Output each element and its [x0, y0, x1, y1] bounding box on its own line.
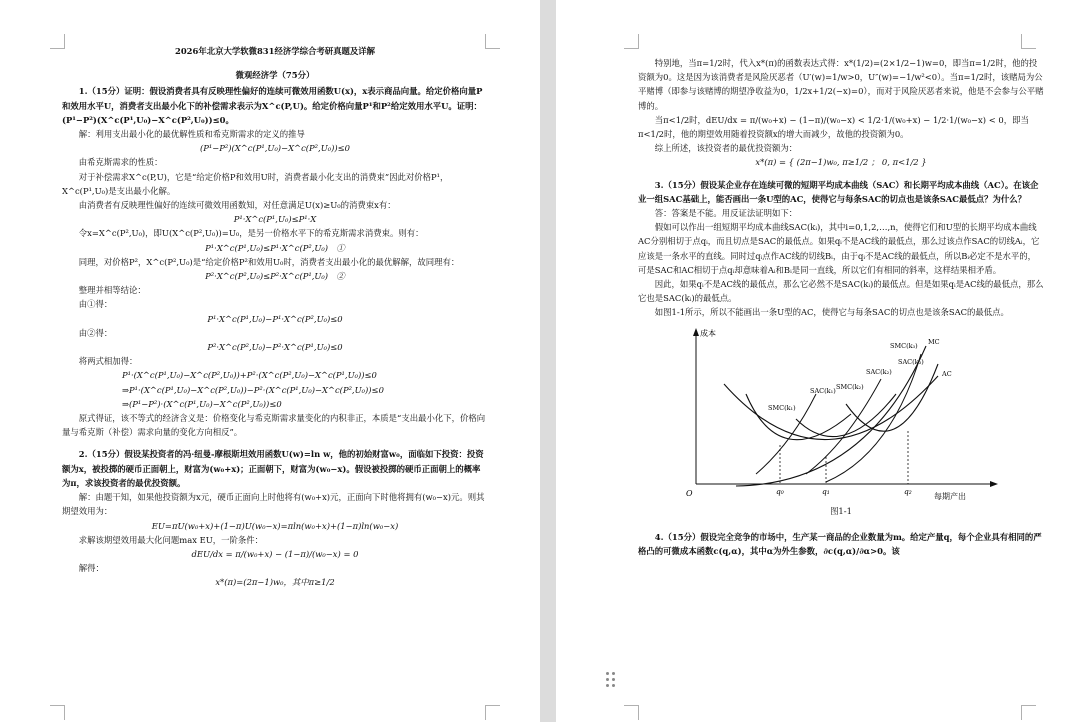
crop-mark	[50, 705, 65, 720]
label-sac-k3: SAC(k₃)	[898, 357, 924, 366]
question-text: 3.（15分）假设某企业存在连续可微的短期平均成本曲线（SAC）和长期平均成本曲线（AC）。在该企业一组SAC基础上，能否画出一条U型的AC，使得它与每条SAC的切点也是该条SAC最低点？为什么？	[638, 179, 1039, 204]
crop-mark	[624, 705, 639, 720]
right-page-content	[638, 56, 1044, 558]
label-sac-k1: SAC(k₁)	[810, 386, 836, 395]
paragraph: 答：答案是不能。用反证法证明如下：	[654, 208, 798, 219]
paragraph: 整理并相等结论：	[78, 285, 146, 296]
y-axis-arrow	[693, 328, 699, 336]
label-smc-k3: SMC(k₃)	[890, 341, 918, 350]
left-text-body	[62, 84, 488, 589]
paragraph: 特别地，当π=1/2时，代入x*(π)的函数表达式得：x*(1/2)=(2×1/2−1)w=0，即当π=1/2时，他的投资额为0。这是因为该消费者是风险厌恶者（U′(w)=1/w>0，U″(w)=−1/w²<0）。当π=1/2时，该赌局为公平赌博（即参与该赌博的期望净收益为0，1/2x+1/2(−x)=0），而对于风险厌恶者来说，他是不会参与公平赌博的。	[638, 58, 1044, 111]
equation: P¹·X^c(P¹,U₀)−P¹·X^c(P²,U₀)≤0	[207, 313, 343, 324]
paragraph: 解：由题干知，如果他投资额为x元，硬币正面向上时他将有(w₀+x)元，正面向下时他将拥有(w₀−x)元。则其期望效用为：	[62, 492, 485, 517]
equation: P¹·X^c(P¹,U₀)≤P¹·X	[233, 214, 317, 225]
drag-handle-icon[interactable]	[606, 672, 616, 688]
page-gap	[540, 0, 556, 722]
label-smc-k2: SMC(k₂)	[836, 382, 864, 391]
x-axis-arrow	[990, 481, 998, 487]
document-title: 2026年北京大学软微831经济学综合考研真题及详解	[175, 46, 375, 56]
paragraph: 如图1-1所示，所以不能画出一条U型的AC，使得它与每条SAC的切点也是该条SAC的最低点。	[654, 307, 1009, 318]
equation: P²·X^c(P²,U₀)−P²·X^c(P¹,U₀)≤0	[207, 342, 343, 353]
question-text: 1.（15分）证明：假设消费者具有反映理性偏好的连续可微效用函数U(x)，x表示商品向量。给定价格向量P和效用水平U，消费者支出最小化下的补偿需求表示为X^c(P,U)。给定价格向量P¹和P²给定效用水平U。证明：(P¹−P²)(X^c(P¹,U₀)−X^c(P²,U₀))≤0。	[62, 86, 483, 125]
equation: P¹·(X^c(P¹,U₀)−X^c(P²,U₀))+P²·(X^c(P²,U₀)−X^c(P¹,U₀))≤0	[122, 370, 377, 381]
label-smc-k1: SMC(k₁)	[768, 403, 796, 412]
paragraph: 将两式相加得：	[78, 356, 138, 367]
tick-q0: q₀	[776, 486, 784, 496]
crop-mark	[1021, 34, 1036, 49]
equation: ⇒(P¹−P²)·(X^c(P¹,U₀)−X^c(P²,U₀))≤0	[122, 398, 282, 409]
figure-caption: 图1-1	[830, 505, 852, 516]
y-axis-label: 成本	[700, 328, 716, 338]
equation: EU=πU(w₀+x)+(1−π)U(w₀−x)=πln(w₀+x)+(1−π)ln(w₀−x)	[151, 520, 399, 531]
tick-q1: q₁	[822, 486, 830, 496]
left-page-content	[62, 44, 488, 590]
equation: dEU/dx = π/(w₀+x) − (1−π)/(w₀−x) = 0	[191, 548, 359, 559]
crop-mark	[1021, 705, 1036, 720]
crop-mark	[624, 34, 639, 49]
paragraph: 同理，对价格P²，X^c(P²,U₀)是“给定价格P²和效用U₀时，消费者支出最小化的最优解解，故同理有：	[78, 256, 460, 267]
paragraph: 对于补偿需求X^c(P,U)，它是“给定价格P和效用U时，消费者最小化支出的消费束”因此对价格P¹，X^c(P¹,U₀)是支出最小化解。	[62, 171, 449, 196]
paragraph: 因此，如果qᵢ不是AC线的最低点，那么它必然不是SAC(kᵢ)的最低点。但是如果qᵢ是AC线的最低点，那么它也是SAC(kᵢ)的最低点。	[638, 279, 1044, 304]
cost-curves-diagram	[676, 324, 1006, 504]
paragraph: 综上所述，该投资者的最优投资额为：	[654, 143, 798, 154]
label-ac: AC	[942, 369, 952, 378]
question-text: 2.（15分）假设某投资者的冯·纽曼-摩根斯坦效用函数U(w)=ln w，他的初始财富w₀，面临如下投资：投资额为x，被投掷的硬币正面朝上，财富为(w₀+x)；正面朝下，财富为(w₀−x)。假设被投掷的硬币正面朝上的概率为π，求该投资者的最优投资额。	[62, 449, 484, 488]
equation: x*(π) = { (2π−1)w₀, π≥1/2 ； 0, π<1/2 }	[755, 157, 927, 168]
section-heading: 微观经济学（75分）	[235, 70, 315, 81]
paragraph: 原式得证，该不等式的经济含义是：价格变化与希克斯需求量变化的内积非正，本质是“支出最小化下，价格向量与希克斯（补偿）需求向量的变化方向相反”。	[62, 413, 486, 438]
paragraph: 解：利用支出最小化的最优解性质和希克斯需求的定义的推导	[78, 129, 305, 140]
equation: P¹·X^c(P¹,U₀)≤P¹·X^c(P²,U₀) ①	[205, 242, 345, 253]
paragraph-gap	[638, 170, 1044, 178]
label-sac-k2: SAC(k₂)	[866, 367, 892, 376]
paragraph: 由希克斯需求的性质：	[78, 157, 163, 168]
paragraph: 当π<1/2时，dEU/dx = π/(w₀+x) − (1−π)/(w₀−x) < 1/2·1/(w₀+x) − 1/2·1/(w₀−x) < 0，即当π<1/2时，他的期望效用随着投资额x的增大而减少，故他的投资额为0。	[638, 114, 1029, 140]
paragraph: 令x=X^c(P²,U₀)，即U(X^c(P²,U₀))=U₀，是另一价格水平下的希克斯需求消费束。则有：	[78, 228, 424, 239]
paragraph-gap	[62, 439, 488, 447]
right-text-body	[638, 56, 1044, 320]
origin-label: O	[686, 488, 693, 498]
sac-k2-curve	[796, 394, 896, 437]
paragraph: 由②得：	[78, 327, 113, 338]
equation: (P¹−P²)(X^c(P¹,U₀)−X^c(P²,U₀))≤0	[200, 143, 350, 154]
sac-k1-curve	[746, 394, 851, 440]
tick-q2: q₂	[904, 486, 912, 496]
equation: P²·X^c(P²,U₀)≤P²·X^c(P¹,U₀) ②	[205, 271, 345, 282]
paragraph: 假如可以作出一组短期平均成本曲线SAC(kᵢ)，其中i=0,1,2,…,n，使得它们和U型的长期平均成本曲线AC分别相切于点qᵢ，而且切点是SAC的最低点。如果qᵢ不是AC线的最低点，那么过该点作SAC的切线Aᵢ，它应该是一条水平的直线。同时过qᵢ点作AC线的切线Bᵢ，由于qᵢ不是AC线的最低点，所以Bᵢ必定不是水平的，可是SAC和AC相切于点qᵢ却意味着Aᵢ和Bᵢ是同一直线，所以它们有相同的斜率，这样结果相矛盾。	[638, 222, 1040, 275]
right-page	[556, 0, 1080, 722]
paragraph: 求解该期望效用最大化问题max EU，一阶条件：	[78, 534, 264, 545]
equation: x*(π)=(2π−1)w₀，其中π≥1/2	[215, 577, 335, 588]
paragraph: 由①得：	[78, 299, 113, 310]
crop-mark	[485, 705, 500, 720]
equation: ⇒P¹·(X^c(P¹,U₀)−X^c(P²,U₀))−P²·(X^c(P¹,U₀)−X^c(P²,U₀))≤0	[122, 384, 384, 395]
label-mc: MC	[928, 337, 940, 346]
paragraph: 由消费者有反映理性偏好的连续可微效用函数知，对任意满足U(x)≥U₀的消费束x有：	[78, 200, 396, 211]
figure-1-1	[638, 324, 1044, 518]
question-4-text: 4.（15分）假设完全竞争的市场中，生产某一商品的企业数量为m。给定产量q，每个企业具有相同的严格凸的可微成本函数c(q,α)，其中α为外生参数，∂c(q,α)/∂α>0。该	[638, 531, 1042, 557]
x-axis-label: 每期产出	[934, 491, 966, 501]
paragraph: 解得：	[78, 563, 104, 574]
mc-curve	[736, 346, 926, 486]
